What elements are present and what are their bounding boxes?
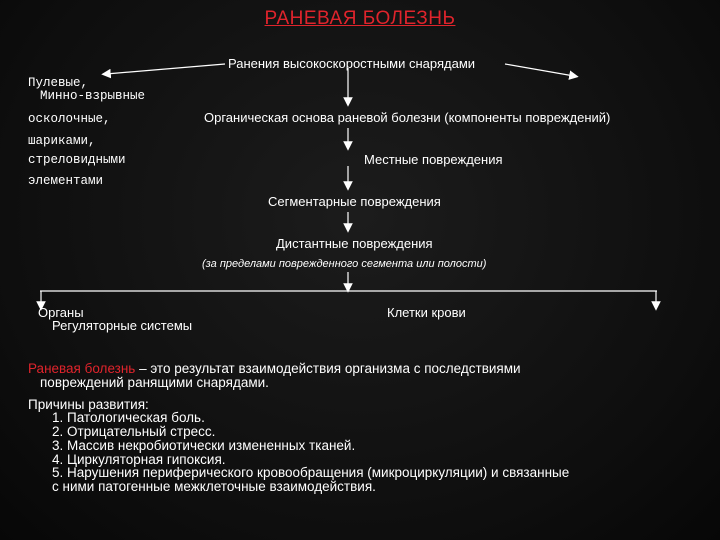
left-branch-line1: Пулевые,: [28, 76, 89, 90]
left-branch-list-item: стреловидными: [28, 153, 126, 167]
definition-line2: повреждений ранящими снарядами.: [40, 375, 269, 390]
root-node: Ранения высокоскоростными снарядами: [228, 56, 476, 71]
definition-term: Раневая болезнь: [28, 361, 136, 376]
definition-text: – это результат взаимодействия организма с последствиями: [135, 361, 521, 376]
left-branch-line2: Минно-взрывные: [40, 89, 146, 103]
arrow-root-right: [505, 64, 574, 76]
regulatory-systems-node: Регуляторные системы: [52, 318, 193, 333]
causes-heading: Причины развития:: [28, 397, 149, 412]
cause-item: 5. Нарушения периферического кровообращения (микроциркуляции) и связанные: [52, 465, 570, 480]
distant-damage-node: Дистантные повреждения: [276, 236, 433, 251]
blood-cells-node: Клетки крови: [387, 305, 466, 320]
page-title: РАНЕВАЯ БОЛЕЗНЬ: [264, 8, 456, 29]
local-damage-node: Местные повреждения: [364, 152, 503, 167]
organs-node: Органы: [38, 305, 84, 320]
definition-line1: [28, 361, 521, 376]
cause-item-continuation: с ними патогенные межклеточные взаимодействия.: [52, 479, 376, 494]
left-branch-list-item: шариками,: [28, 134, 96, 148]
cause-item: 3. Массив некробиотически измененных тканей.: [52, 438, 356, 453]
arrow-root-left: [106, 64, 225, 74]
organic-basis-node: Органическая основа раневой болезни (компоненты повреждений): [204, 110, 611, 125]
distant-damage-note: (за пределами поврежденного сегмента или полости): [202, 258, 487, 270]
segmental-damage-node: Сегментарные повреждения: [268, 194, 441, 209]
cause-item: 1. Патологическая боль.: [52, 410, 205, 425]
left-branch-list-item: элементами: [28, 174, 104, 188]
cause-item: 4. Циркуляторная гипоксия.: [52, 452, 226, 467]
cause-item: 2. Отрицательный стресс.: [52, 424, 216, 439]
left-branch-list-item: осколочные,: [28, 112, 111, 126]
